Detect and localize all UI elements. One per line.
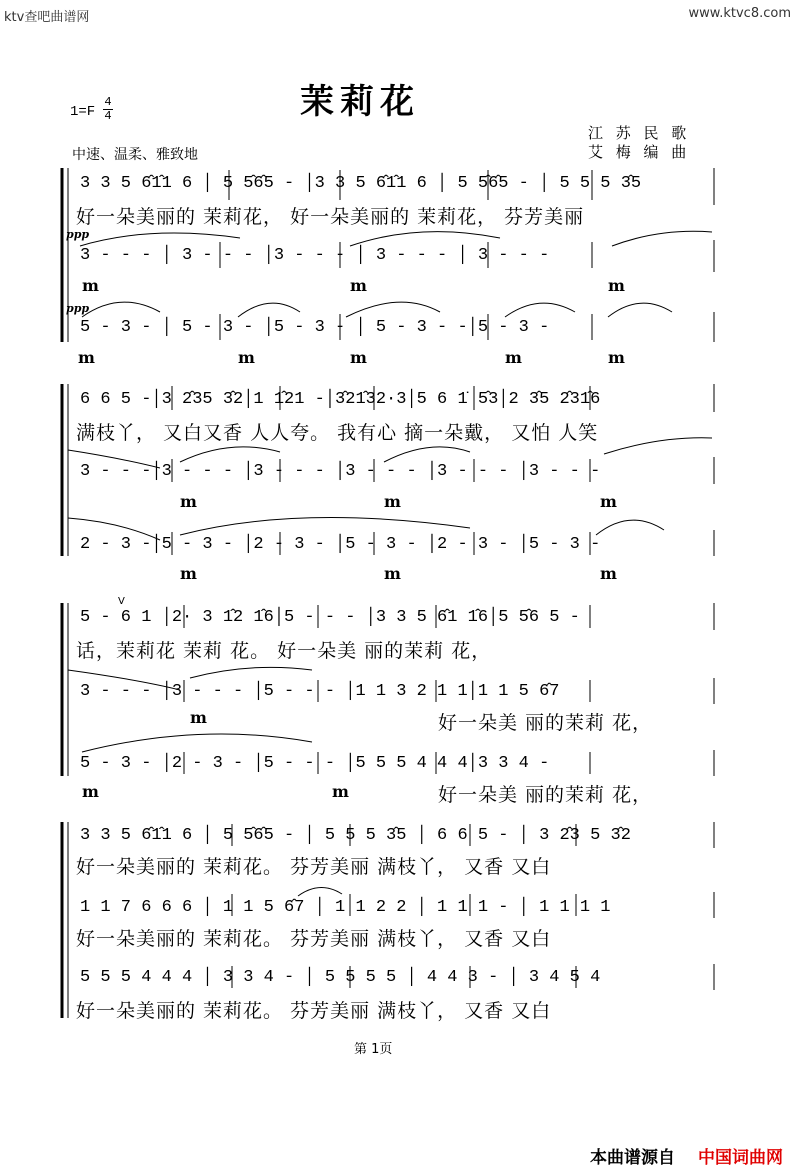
system4-voice3-notes: 5 5 5 4 4 4 │ 3 3 4 - │ 5 5 5 5 │ 4 4 3 - │ 3 4 5 4: [80, 968, 601, 987]
system2-voice3-notes: 2 - 3 -│5 - 3 - │2 - 3 - │5 - 3 - │2 - 3 - │5 - 3 -: [80, 535, 601, 554]
system3-voice1-notes: 5 - 6 1 │2· 3 1̂2 1̂6│5 - - - │3 3 5 6̂1 1̂6│5 5̂6 5 -: [80, 608, 580, 627]
system1-voice3-notes: 5 - 3 - │ 5 - 3 - │5 - 3 - │ 5 - 3 - -│5 - 3 -: [80, 318, 550, 337]
system4-voice2-notes: 1 1 7 6 6 6 │ 1 1 5 6̂7 │ 1 1 2 2 │ 1 1 1 - │ 1 1 1 1: [80, 898, 611, 917]
system1-voice1-notes: 3 3 5 6̂1̂1 6 │ 5 5̂6̂5 - │3 3 5 6̂1̂1 6 │ 5 5̂6̂5 - │ 5 5 5 3̂5: [80, 174, 642, 193]
system1-voice2-hum: m: [608, 276, 625, 295]
credit-origin: 江 苏 民 歌: [588, 124, 691, 142]
time-sig-bottom: 4: [104, 109, 112, 123]
footer-source-label: 本曲谱源自: [590, 1148, 675, 1168]
system4-voice2-lyrics: 好一朵美丽的 茉莉花。 芬芳美丽 满枝丫， 又香 又白: [76, 928, 552, 950]
header-left-site[interactable]: ktv查吧曲谱网: [4, 10, 90, 25]
system1-voice3-hum: m: [78, 348, 95, 367]
system1-voice2-notes: 3 - - - │ 3 - - - │3 - - - │ 3 - - - │ 3 - - -: [80, 246, 550, 265]
system2-voice2-notes: 3 - - -│3 - - - │3 - - - │3 - - - │3 - - - │3 - - -: [80, 462, 601, 481]
system2-voice3-hum: m: [384, 564, 401, 583]
system3-voice3-hum: m: [332, 782, 349, 801]
credit-arranger: 艾 梅 编 曲: [588, 143, 691, 161]
footer-site-link[interactable]: 中国词曲网: [698, 1148, 783, 1168]
system1-voice2-hum: m: [350, 276, 367, 295]
system2-voice3-hum: m: [600, 564, 617, 583]
system2-voice2-hum: m: [600, 492, 617, 511]
system4-voice1-lyrics: 好一朵美丽的 茉莉花。 芬芳美丽 满枝丫， 又香 又白: [76, 856, 552, 878]
time-sig-top: 4: [104, 95, 112, 109]
system1-voice1-lyrics: 好一朵美丽的 茉莉花， 好一朵美丽的 茉莉花， 芬芳美丽: [76, 206, 585, 228]
system2-voice2-hum: m: [384, 492, 401, 511]
system3-voice2-lyrics: 好一朵美 丽的茉莉 花，: [438, 712, 653, 734]
system2-voice3-hum: m: [180, 564, 197, 583]
system3-voice3-notes: 5 - 3 - │2 - 3 - │5 - - - │5 5 5 4 4 4│3 3 4 -: [80, 754, 550, 773]
system2-voice1-notes: 6 6 5 -│3 2̂35 3̂2│1 1̂21 -│3̂21̂32·3│5 6 1̇ 5̂3│2 3̂5 2̂31̂6: [80, 390, 601, 409]
system4-voice1-notes: 3 3 5 6̂1̂1 6 │ 5 5̂6̂5 - │ 5 5 5 3̂5 │ 6 6 5 - │ 3 2̂3 5 3̂2: [80, 826, 631, 845]
page-number: 第 1页: [354, 1042, 393, 1057]
system1-voice3-hum: m: [608, 348, 625, 367]
system1-voice3-dynamic: ppp: [66, 302, 90, 315]
system3-voice1-lyrics: 话，茉莉花 茉莉 花。 好一朵美 丽的茉莉 花，: [76, 640, 492, 662]
system4-voice3-lyrics: 好一朵美丽的 茉莉花。 芬芳美丽 满枝丫， 又香 又白: [76, 1000, 552, 1022]
breath-mark: V: [118, 596, 125, 607]
system3-voice2-notes: 3 - - - │3 - - - │5 - - - │1 1 3 2 1 1│1 1 5 6̂7: [80, 682, 560, 701]
header-right-site[interactable]: www.ktvc8.com: [688, 6, 791, 21]
system1-voice2-dynamic: ppp: [66, 228, 90, 241]
system2-voice2-hum: m: [180, 492, 197, 511]
system2-voice1-lyrics: 满枝丫， 又白又香 人人夸。 我有心 摘一朵戴， 又怕 人笑: [76, 422, 599, 444]
tempo-marking: 中速、温柔、雅致地: [72, 147, 198, 163]
system3-voice2-hum: m: [190, 708, 207, 727]
system3-voice3-lyrics: 好一朵美 丽的茉莉 花，: [438, 784, 653, 806]
system1-voice3-hum: m: [505, 348, 522, 367]
system1-voice3-hum: m: [238, 348, 255, 367]
song-title: 茉莉花: [300, 82, 420, 122]
key-signature: 1=F: [70, 104, 96, 120]
system1-voice2-hum: m: [82, 276, 99, 295]
system1-voice3-hum: m: [350, 348, 367, 367]
system3-voice3-hum: m: [82, 782, 99, 801]
